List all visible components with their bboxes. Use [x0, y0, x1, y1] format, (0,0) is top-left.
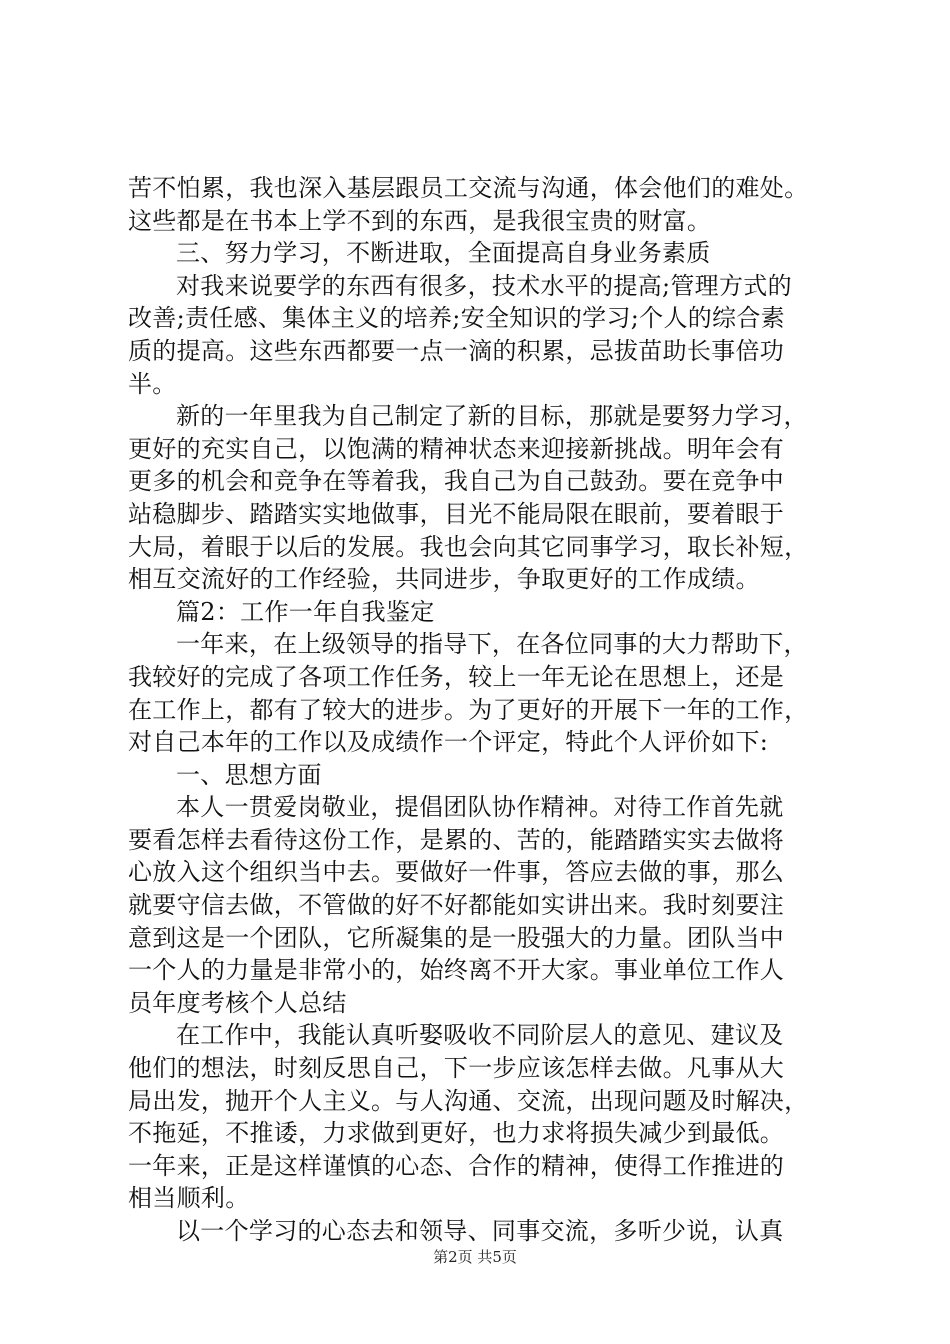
text-line: 本人一贯爱岗敬业，提倡团队协作精神。对待工作首先就 — [176, 793, 784, 822]
page-footer: 第2页 共5页 — [433, 1248, 517, 1266]
document-body — [128, 172, 840, 1248]
text-line: 这些都是在书本上学不到的东西，是我很宝贵的财富。 — [128, 206, 712, 235]
text-line: 不拖延，不推诿，力求做到更好，也力求将损失减少到最低。 — [128, 1119, 785, 1148]
text-line: 半。 — [128, 369, 177, 398]
text-line: 苦不怕累，我也深入基层跟员工交流与沟通，体会他们的难处。 — [128, 174, 809, 202]
text-line: 以一个学习的心态去和领导、同事交流，多听少说，认真 — [176, 1217, 784, 1245]
text-line: 意到这是一个团队，它所凝集的是一股强大的力量。团队当中 — [128, 923, 785, 952]
text-line: 一年来，在上级领导的指导下，在各位同事的大力帮助下， — [176, 630, 808, 659]
text-line: 员年度考核个人总结 — [128, 988, 347, 1017]
text-line: 篇2：工作一年自我鉴定 — [176, 597, 435, 626]
text-line: 改善;责任感、集体主义的培养;安全知识的学习;个人的综合素 — [128, 304, 785, 333]
text-line: 心放入这个组织当中去。要做好一件事，答应去做的事，那么 — [128, 858, 785, 887]
text-line: 对自己本年的工作以及成绩作一个评定，特此个人评价如下: — [128, 728, 769, 757]
text-line: 要看怎样去看待这份工作，是累的、苦的，能踏踏实实去做将 — [128, 825, 785, 854]
text-line: 相互交流好的工作经验，共同进步，争取更好的工作成绩。 — [128, 565, 760, 594]
text-line: 我较好的完成了各项工作任务，较上一年无论在思想上，还是 — [128, 662, 785, 691]
text-line: 相当顺利。 — [128, 1184, 250, 1213]
text-line: 更好的充实自己，以饱满的精神状态来迎接新挑战。明年会有 — [128, 434, 785, 463]
text-line: 局出发，抛开个人主义。与人沟通、交流，出现问题及时解决， — [128, 1086, 809, 1115]
text-line: 就要守信去做，不管做的好不好都能如实讲出来。我时刻要注 — [128, 891, 785, 920]
text-line: 一、思想方面 — [176, 760, 322, 789]
text-line: 质的提高。这些东西都要一点一滴的积累，忌拔苗助长事倍功 — [128, 336, 785, 365]
text-line: 在工作上，都有了较大的进步。为了更好的开展下一年的工作， — [128, 695, 809, 724]
text-line: 他们的想法，时刻反思自己，下一步应该怎样去做。凡事从大 — [128, 1054, 785, 1083]
text-line: 大局，着眼于以后的发展。我也会向其它同事学习，取长补短， — [128, 532, 809, 561]
text-line: 更多的机会和竞争在等着我，我自己为自己鼓劲。要在竞争中 — [128, 467, 785, 496]
text-line: 新的一年里我为自己制定了新的目标，那就是要努力学习， — [176, 402, 808, 431]
text-line: 站稳脚步、踏踏实实地做事，目光不能局限在眼前，要着眼于 — [128, 499, 785, 528]
text-line: 一年来，正是这样谨慎的心态、合作的精神，使得工作推进的 — [128, 1151, 785, 1180]
text-line: 在工作中，我能认真听娶吸收不同阶层人的意见、建议及 — [176, 1021, 784, 1050]
text-line: 对我来说要学的东西有很多，技术水平的提高;管理方式的 — [176, 271, 792, 300]
text-line: 三、努力学习，不断进取，全面提高自身业务素质 — [176, 239, 711, 268]
text-line: 一个人的力量是非常小的，始终离不开大家。事业单位工作人 — [128, 956, 785, 985]
